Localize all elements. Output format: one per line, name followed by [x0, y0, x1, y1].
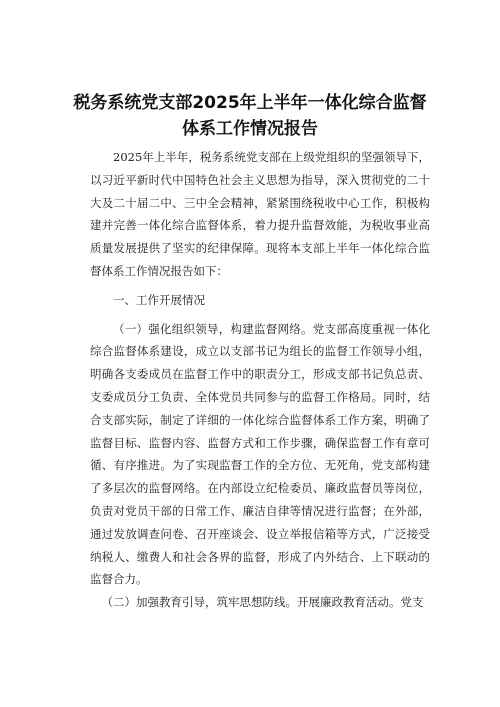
document-body [90, 146, 430, 614]
document-title-line-2: 体系工作情况报告 [182, 119, 318, 139]
intro-paragraph: 2025年上半年，税务系统党支部在上级党组织的坚强领导下，以习近平新时代中国特色社会主义思想为指导，深入贯彻党的二十大及二十届二中、三中全会精神，紧紧围绕税收中心工作，积极构建并完善一体化综合监督体系，着力提升监督效能，为税收事业高质量发展提供了坚实的纪律保障。现将本支部上半年一体化综合监督体系工作情况报告如下： [90, 150, 430, 278]
section-heading-work-progress: 一、工作开展情况 [113, 292, 205, 307]
subsection-paragraph-organization: （一）强化组织领导，构建监督网络。党支部高度重视一体化综合监督体系建设，成立以支部书记为组长的监督工作领导小组，明确各支委成员在监督工作中的职责分工，形成支部书记负总责、支委成员分工负责、全体党员共同参与的监督工作格局。同时，结合支部实际，制定了详细的一体化综合监督体系工作方案，明确了监督目标、监督内容、监督方式和工作步骤，确保监督工作有章可循、有序推进。为了实现监督工作的全方位、无死角，党支部构建了多层次的监督网络。在内部设立纪检委员、廉政监督员等岗位，负责对党员干部的日常工作、廉洁自律等情况进行监督；在外部，通过发放调查问卷、召开座谈会、设立举报信箱等方式，广泛接受纳税人、缴费人和社会各界的监督，形成了内外结合、上下联动的监督合力。 [90, 321, 430, 587]
subsection-paragraph-education: （二）加强教育引导，筑牢思想防线。开展廉政教育活动。党支 [101, 595, 424, 610]
document-title-line-1: 税务系统党支部2025年上半年一体化综合监督 [73, 93, 427, 113]
